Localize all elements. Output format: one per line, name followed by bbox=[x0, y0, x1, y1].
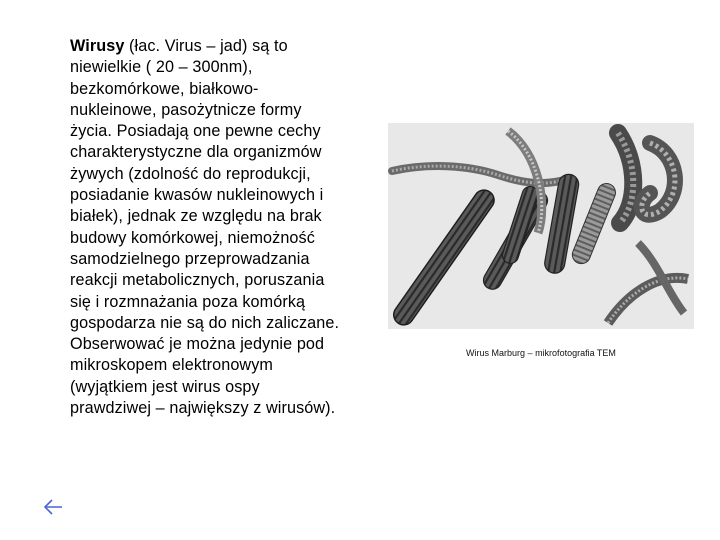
text-line: reakcji metabolicznych, poruszania bbox=[70, 271, 325, 290]
text-line: białek), jednak ze względu na brak bbox=[70, 207, 322, 226]
text-line: nukleinowe, pasożytnicze formy bbox=[70, 100, 302, 119]
text-line: żywych (zdolność do reprodukcji, bbox=[70, 164, 311, 183]
tem-micrograph-image bbox=[388, 123, 694, 329]
text-line: Obserwować je można jedynie pod bbox=[70, 335, 325, 354]
text-line: bezkomórkowe, białkowo- bbox=[70, 79, 259, 98]
image-caption: Wirus Marburg – mikrofotografia TEM bbox=[466, 348, 616, 358]
text-line: mikroskopem elektronowym bbox=[70, 356, 274, 375]
first-line-rest: (łac. Virus – jad) są to bbox=[124, 37, 288, 55]
description-text bbox=[70, 36, 380, 419]
term-bold: Wirusy bbox=[70, 37, 125, 55]
left-arrow-icon bbox=[41, 495, 65, 519]
text-line: posiadanie kwasów nukleinowych i bbox=[70, 186, 324, 205]
text-line: prawdziwej – największy z wirusów). bbox=[70, 399, 336, 418]
text-line: charakterystyczne dla organizmów bbox=[70, 143, 322, 162]
text-line: (wyjątkiem jest wirus ospy bbox=[70, 377, 260, 396]
text-line: budowy komórkowej, niemożność bbox=[70, 228, 315, 247]
text-line: gospodarza nie są do nich zaliczane. bbox=[70, 313, 340, 332]
text-line: się i rozmnażania poza komórką bbox=[70, 292, 306, 311]
text-line: samodzielnego przeprowadzania bbox=[70, 249, 310, 268]
back-button[interactable] bbox=[41, 495, 65, 519]
first-line bbox=[70, 36, 380, 57]
text-line: niewielkie ( 20 – 300nm), bbox=[70, 58, 253, 77]
text-line: życia. Posiadają one pewne cechy bbox=[70, 122, 321, 141]
